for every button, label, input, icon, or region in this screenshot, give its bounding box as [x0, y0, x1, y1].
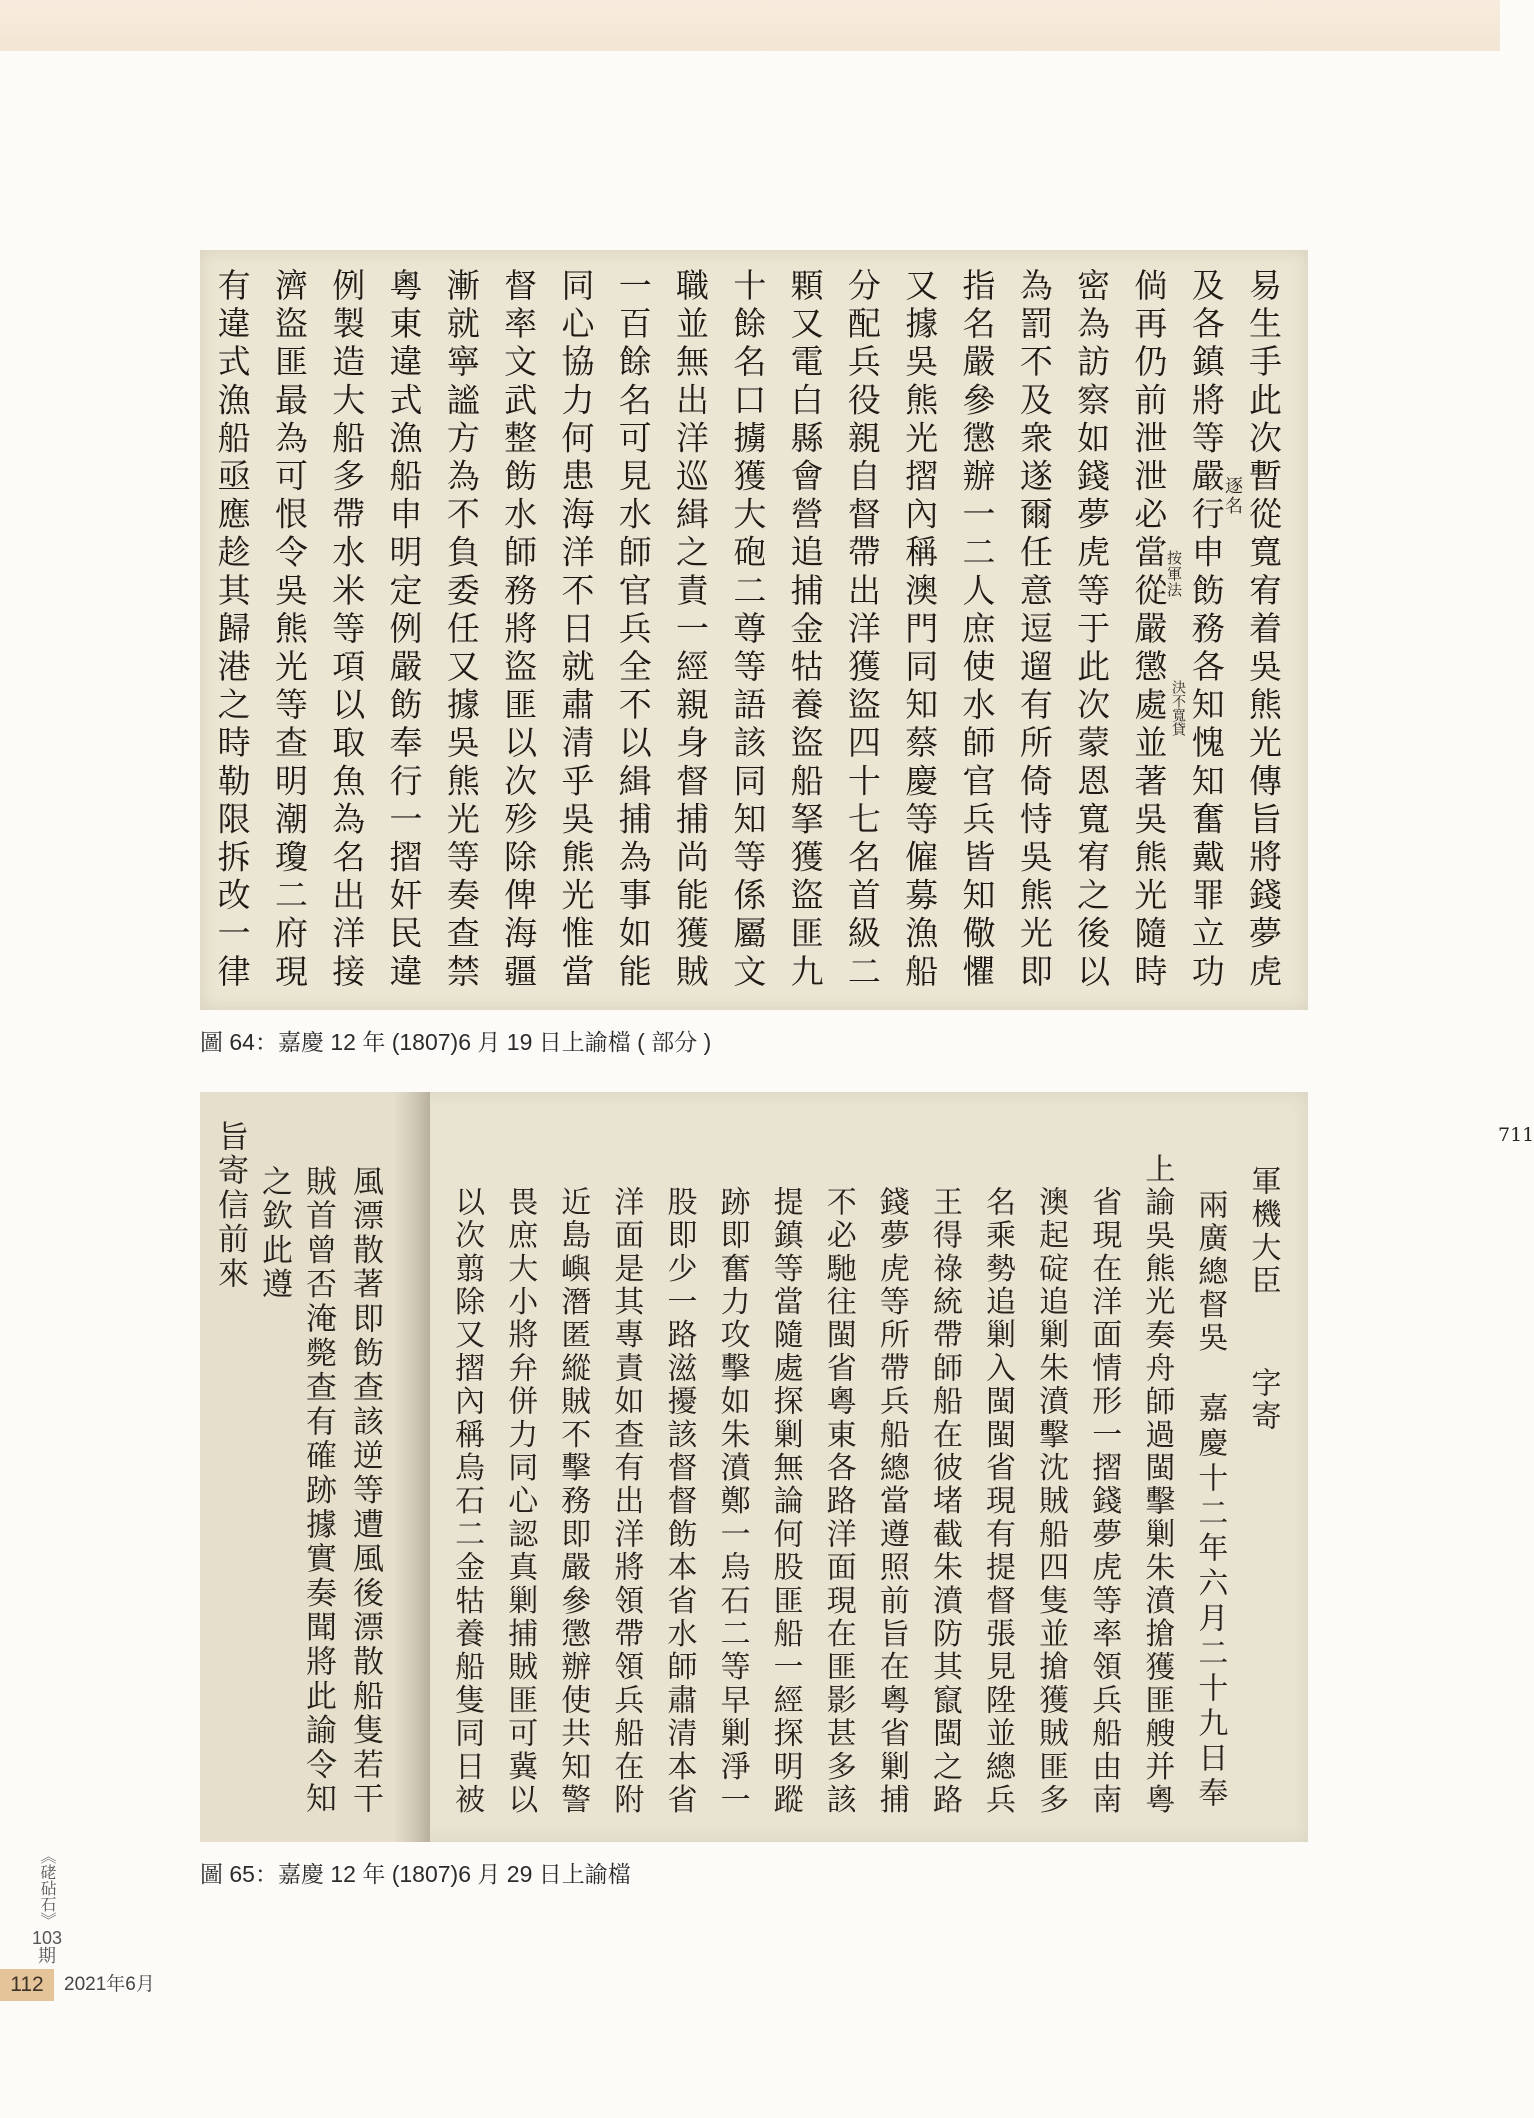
figure-65-edict-image: [200, 1092, 1534, 1842]
figure-64-text-columns: [203, 250, 1292, 1010]
page-number-box: 112: [0, 1969, 54, 2001]
fig64-column-15: 漸就寧謐方為不負委任又據吳熊光等奏查禁: [441, 268, 481, 992]
journal-title: 《硓砧石》: [38, 1848, 57, 1928]
fig65-column-10: 股即少一路滋擾該督督飭本省水師肅清本省: [661, 1186, 697, 1817]
fig65-column-14: 以次翦除又摺內稱烏石二金牯養船隻同日被: [449, 1186, 485, 1817]
fig64-column-18: 濟盜匪最為可恨令吳熊光等查明潮瓊二府現: [269, 268, 309, 992]
fig64-column-5: 為罰不及衆遂爾任意逗遛有所倚恃吳熊光即: [1014, 268, 1054, 992]
fig64-column-11: 職並無出洋巡緝之責一經親身督捕尚能獲賊: [671, 268, 711, 992]
fig65-column-8: 提鎮等當隨處探剿無論何股匪船一經探明蹤: [767, 1186, 803, 1817]
fig64-column-19: 有違式漁船亟應趁其歸港之時勒限拆改一律: [212, 268, 252, 992]
figure-65-text-columns: [440, 1092, 1290, 1842]
fig65-column-5: 王得祿統帶師船在彼堵截朱濆防其竄閩之路: [926, 1186, 962, 1817]
fig65-left-column-2: 賊首曾否淹斃查有確跡據實奏聞將此諭令知: [300, 1165, 336, 1817]
fig64-column-16: 粵東違式漁船申明定例嚴飭奉行一摺奸民違: [384, 268, 424, 992]
fig65-left-column-3: 之欽此遵: [256, 1165, 292, 1303]
figure-64-edict-image: [200, 250, 1308, 1010]
fig65-header-title: 軍機大臣: [1245, 1165, 1281, 1298]
fig64-column-2: 及各鎮將等嚴行申飭務各知愧知奮戴罪立功: [1186, 268, 1226, 992]
fig65-column-11: 洋面是其專責如查有出洋將領帶領兵船在附: [608, 1186, 644, 1817]
fig65-column-9: 跡即奮力攻擊如朱濆鄭一烏石二等早剿淨一: [714, 1186, 750, 1817]
fig65-recipient-column: [1183, 1092, 1236, 1842]
figure-64-caption: 圖 64：嘉慶 12 年 (1807)6 月 19 日上諭檔 ( 部分 ): [200, 1029, 712, 1055]
fig64-column-7: 又據吳熊光摺內稱澳門同知蔡慶等僱募漁船: [900, 268, 940, 992]
fig64-insertion-column-3-upper: 按軍法: [1165, 550, 1183, 598]
fig65-left-column-4: 旨寄信前來: [212, 1120, 248, 1292]
fig65-column-6: 錢夢虎等所帶兵船總當遵照前旨在粵省剿捕: [873, 1186, 909, 1817]
fig65-column-1: 上諭吳熊光奏舟師過閩擊剿朱濆搶獲匪艘并粵: [1139, 1153, 1175, 1817]
fig64-column-6: 指名嚴參懲辦一二人庶使水師官兵皆知儆懼: [957, 268, 997, 992]
fig65-date-line: 嘉慶十二年六月二十九日奉: [1192, 1392, 1228, 1812]
fig64-column-14: 督率文武整飭水師務將盜匪以次殄除俾海疆: [499, 268, 539, 992]
fig64-column-3: 倘再仍前泄泄必當從嚴懲處並著吳熊光隨時: [1129, 268, 1169, 992]
fig65-header-column: [1236, 1092, 1289, 1842]
fig64-column-1: 易生手此次暫從寬宥着吳熊光傳旨將錢夢虎: [1244, 268, 1283, 992]
fig65-header-note: 字寄: [1245, 1367, 1281, 1434]
fig65-left-column-1: 風漂散著即飭查該逆等遭風後漂散船隻若干: [347, 1165, 383, 1817]
figure-65-left-sheet: [200, 1092, 430, 1842]
figure-65-right-sheet: [430, 1092, 1534, 1842]
fig65-column-13: 畏庶大小將弁併力同心認真剿捕賊匪可冀以: [502, 1186, 538, 1817]
fig64-insertion-column-3-lower: 決不寬貸: [1170, 680, 1186, 736]
fig65-recipient: 兩廣總督吳: [1192, 1189, 1228, 1355]
fig64-column-12: 一百餘名可見水師官兵全不以緝捕為事如能: [613, 268, 653, 992]
fig64-column-8: 分配兵役親自督帶出洋獲盜四十七名首級二: [842, 268, 882, 992]
fig64-column-13: 同心協力何患海洋不日就肅清乎吳熊光惟當: [556, 268, 596, 992]
fig65-column-3: 澳起碇追剿朱濆擊沈賊船四隻並搶獲賊匪多: [1033, 1186, 1069, 1817]
fig64-insertion-column-2: 逐名: [1222, 476, 1243, 516]
fig65-column-7: 不必馳往閩省粵東各路洋面現在匪影甚多該: [820, 1186, 856, 1817]
issue-number: 103: [31, 1928, 63, 1948]
fig64-column-4: 密為訪察如錢夢虎等于此次蒙恩寬宥之後以: [1072, 268, 1112, 992]
fig64-column-10: 十餘名口擄獲大砲二尊等語該同知等係屬文: [728, 268, 768, 992]
top-color-band: [0, 0, 1500, 51]
fig64-column-17: 例製造大船多帶水米等項以取魚為名出洋接: [327, 268, 367, 992]
issue-date: 2021年6月: [64, 1974, 155, 1995]
fig64-column-9: 顆又電白縣會營追捕金牯養盜船拏獲盜匪九: [785, 268, 825, 992]
fig65-column-4: 名乘勢追剿入閩閩省現有提督張見陞並總兵: [980, 1186, 1016, 1817]
archive-page-number: 711: [1498, 1124, 1534, 1146]
issue-suffix: 期: [38, 1946, 56, 1967]
figure-65-caption: 圖 65：嘉慶 12 年 (1807)6 月 29 日上諭檔: [200, 1861, 631, 1887]
fig65-column-2: 省現在洋面情形一摺錢夢虎等率領兵船由南: [1086, 1186, 1122, 1817]
fig65-column-12: 近島嶼潛匿縱賊不擊務即嚴參懲辦使共知警: [555, 1186, 591, 1817]
